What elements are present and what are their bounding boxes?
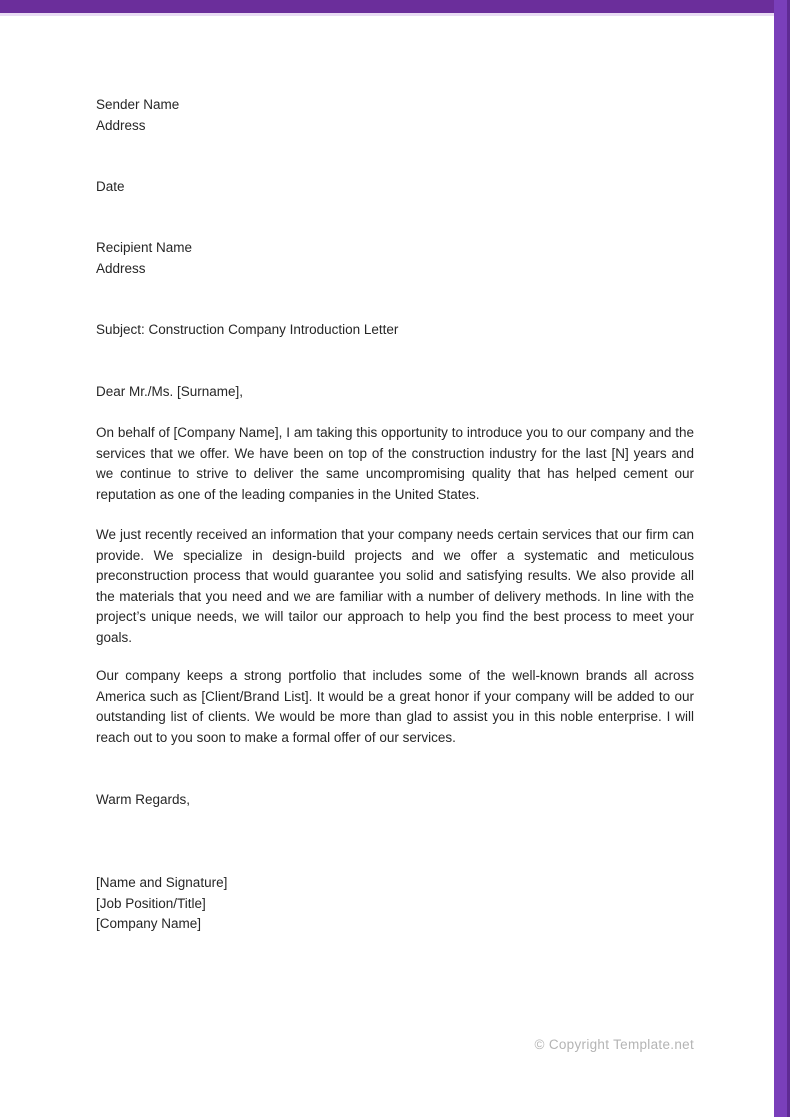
subject-line: Subject: Construction Company Introduction Letter: [96, 322, 399, 337]
body-paragraph-1: On behalf of [Company Name], I am taking this opportunity to introduce you to our company and the services that we offer. We have been on top of the construction industry for the last [N] years and we continue to strive to deliver the same uncompromising quality that has helped cement our reputation as one of the leading companies in the United States.: [96, 425, 694, 502]
body-paragraph-3: Our company keeps a strong portfolio that includes some of the well-known brands all across America such as [Client/Brand List]. It would be a great honor if your company will be added to our outstanding list of clients. We would be more than glad to assist you in this noble enterprise. I will reach out to you soon to make a formal offer of our services.: [96, 668, 694, 745]
top-accent-bar: [0, 0, 790, 13]
signature-title-line: [Job Position/Title]: [96, 895, 206, 911]
sender-name: Sender Name: [96, 97, 180, 112]
salutation: Dear Mr./Ms. [Surname],: [96, 384, 244, 399]
date-line: Date: [96, 179, 125, 194]
top-accent-bar-fade: [0, 13, 790, 16]
recipient-name: Recipient Name: [96, 240, 193, 255]
signature-block: [96, 873, 694, 935]
copyright-notice: © Copyright Template.net: [534, 1037, 694, 1052]
signature-name-line: [Name and Signature]: [96, 875, 228, 890]
recipient-address: Address: [96, 260, 146, 276]
closing-line: Warm Regards,: [96, 792, 191, 807]
signature-company-line: [Company Name]: [96, 916, 202, 931]
sender-address: Address: [96, 117, 146, 133]
body-paragraph-2: We just recently received an information that your company needs certain services that our firm can provide. We specialize in design-build projects and we offer a systematic and meticulous preconstruction process that would guarantee you solid and satisfying results. We also provide all the materials that you need and we are familiar with a number of delivery methods. In line with the project’s unique needs, we will tailor our approach to help you find the best process to meet your goals.: [96, 527, 694, 645]
sender-block: [96, 95, 694, 136]
recipient-block: [96, 238, 694, 279]
